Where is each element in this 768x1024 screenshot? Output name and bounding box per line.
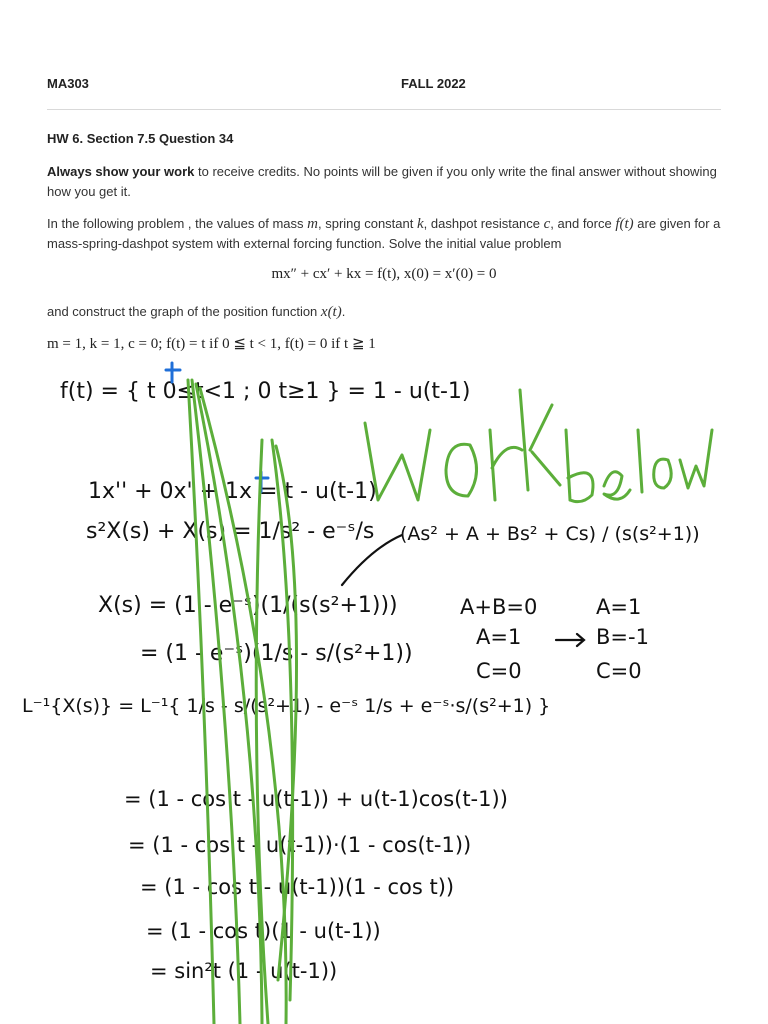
course-code: MA303	[47, 76, 89, 91]
green-l-stroke	[638, 430, 642, 492]
hw-line-ode: 1x'' + 0x' + 1x = t - u(t-1)	[88, 479, 377, 504]
green-e-stroke	[604, 472, 630, 499]
symbol-m: m	[307, 216, 318, 232]
problem-text-b: , spring constant	[317, 216, 417, 231]
hw-result-1: = (1 - cos t - u(t-1)) + u(t-1)cos(t-1))	[124, 787, 508, 811]
instructions-text: to receive credits. No points will be given if you only write the final answer without showing how you get it.	[47, 164, 717, 199]
hw-system-left-2: A=1	[476, 625, 522, 649]
problem-text-c: , dashpot resistance	[423, 216, 544, 231]
symbol-c: c	[543, 216, 551, 232]
construct-text-b: .	[341, 304, 346, 319]
green-k-stroke	[520, 390, 560, 490]
green-o2-stroke	[654, 459, 671, 488]
hw-result-2: = (1 - cos t - u(t-1))·(1 - cos(t-1))	[128, 833, 472, 857]
green-w2-stroke	[680, 430, 712, 488]
hw-line-xs: X(s) = (1 - e⁻ˢ)(1/(s(s²+1)))	[98, 593, 398, 618]
hw-line-forcing: f(t) = { t 0≤t<1 ; 0 t≥1 } = 1 - u(t-1)	[60, 379, 471, 404]
hw-system-left-1: A+B=0	[460, 595, 538, 619]
hw-system-right-2: B=-1	[596, 625, 649, 649]
problem-text-d: , and force	[550, 216, 616, 231]
problem-text-a: In the following problem , the values of mass	[47, 216, 308, 231]
hw-system-right-1: A=1	[596, 595, 642, 619]
green-o-stroke	[446, 444, 477, 496]
green-r-stroke	[490, 430, 522, 500]
given-parameters: m = 1, k = 1, c = 0; f(t) = t if 0 ≦ t < 1, f(t) = 0 if t ≧ 1	[47, 336, 376, 352]
hw-line-inverse: L⁻¹{X(s)} = L⁻¹{ 1/s - s/(s²+1) - e⁻ˢ 1/s + e⁻ˢ·s/(s²+1) }	[22, 695, 551, 717]
hw-line-xs-split: = (1 - e⁻ˢ)(1/s - s/(s²+1))	[140, 641, 413, 666]
hw-system-right-3: C=0	[596, 659, 642, 683]
construct-text-a: and construct the graph of the position function	[47, 304, 321, 319]
hw-result-3: = (1 - cos t - u(t-1))(1 - cos t))	[140, 875, 455, 899]
hw-line-laplace: s²X(s) + X(s) = 1/s² - e⁻ˢ/s	[86, 519, 375, 544]
term-label: FALL 2022	[401, 76, 466, 91]
hw-partial-fraction: (As² + A + Bs² + Cs) / (s(s²+1))	[400, 523, 700, 545]
green-w-stroke	[365, 423, 430, 500]
instructions-bold: Always show your work	[47, 164, 195, 179]
symbol-f: f(t)	[615, 216, 634, 232]
assignment-title: HW 6. Section 7.5 Question 34	[47, 131, 234, 146]
problem-text-e: are given for a mass-spring-dashpot system with external forcing function. Solve the initial value problem	[47, 216, 721, 251]
symbol-x: x(t)	[320, 304, 342, 320]
hw-result-5: = sin²t (1 - u(t-1))	[150, 959, 338, 983]
hw-system-left-3: C=0	[476, 659, 522, 683]
hw-result-4: = (1 - cos t)(1 - u(t-1))	[146, 919, 381, 943]
symbol-k: k	[416, 216, 424, 232]
green-b-stroke	[566, 430, 593, 502]
ivp-equation: mx″ + cx′ + kx = f(t), x(0) = x′(0) = 0	[271, 266, 497, 282]
